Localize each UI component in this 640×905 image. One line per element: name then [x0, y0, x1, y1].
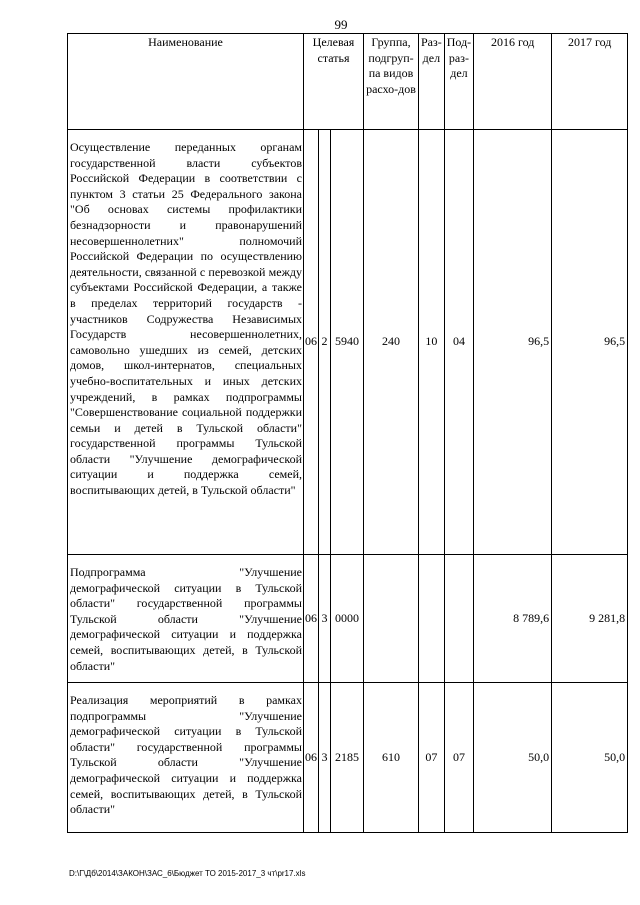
row-amount-2017: 96,5: [552, 130, 628, 555]
row-section: 07: [419, 683, 445, 833]
row-amount-2016: 50,0: [474, 683, 552, 833]
row-amount-2016: 8 789,6: [474, 555, 552, 683]
header-name: Наименование: [68, 34, 304, 130]
row-subsection: [444, 555, 473, 683]
header-year-2017: 2017 год: [552, 34, 628, 130]
row-section: [419, 555, 445, 683]
page-number: 99: [334, 17, 348, 32]
row-code-subprogram: 2: [319, 130, 331, 555]
header-section: Раз-дел: [419, 34, 445, 130]
file-path-footer: D:\Г\Дб\2014\ЗАКОН\ЗАС_6\Бюджет ТО 2015-2017_3 чт\pr17.xls: [69, 869, 306, 878]
row-code-direction: 0000: [331, 555, 364, 683]
budget-table: [67, 33, 628, 833]
row-code-direction: 2185: [331, 683, 364, 833]
row-code-program: 06: [304, 130, 319, 555]
row-subsection: 04: [444, 130, 473, 555]
row-section: 10: [419, 130, 445, 555]
row-group: [364, 555, 419, 683]
row-code-subprogram: 3: [319, 555, 331, 683]
row-subsection: 07: [444, 683, 473, 833]
header-group: Группа, подгруп-па видов расхо-дов: [364, 34, 419, 130]
row-code-subprogram: 3: [319, 683, 331, 833]
row-amount-2017: 50,0: [552, 683, 628, 833]
table-row: [68, 555, 628, 683]
row-amount-2016: 96,5: [474, 130, 552, 555]
row-group: 610: [364, 683, 419, 833]
table-row: [68, 130, 628, 555]
header-subsection: Под-раз-дел: [444, 34, 473, 130]
row-name: Реализация мероприятий в рамках подпрограммы "Улучшение демографической ситуации в Тульской области" государственной программы Тульской области "Улучшение демографической ситуации и поддержка семей, воспитывающих детей, в Тульской области": [68, 683, 304, 833]
header-year-2016: 2016 год: [474, 34, 552, 130]
table-row: [68, 683, 628, 833]
row-name: Осуществление переданных органам государственной власти субъектов Российской Федерации в соответствии с пунктом 3 статьи 25 Федерального закона "Об основах системы профилактики безнадзорности и правонарушений несовершеннолетних" полномочий Российской Федерации по осуществлению деятельности, связанной с перевозкой между субъектами Российской Федерации, а также в пределах территорий государств - участников Содружества Независимых Государств несовершеннолетних, самовольно ушедших из семей, детских домов, школ-интернатов, специальных учебно-воспитательных и иных детских учреждений, в рамках подпрограммы "Совершенствование социальной поддержки семьи и детей в Тульской области" государственной программы Тульской области "Улучшение демографической ситуации и поддержка семей, воспитывающих детей, в Тульской области": [68, 130, 304, 555]
row-name: Подпрограмма "Улучшение демографической ситуации в Тульской области" государственной программы Тульской области "Улучшение демографической ситуации и поддержка семей, воспитывающих детей, в Тульской области": [68, 555, 304, 683]
row-group: 240: [364, 130, 419, 555]
row-amount-2017: 9 281,8: [552, 555, 628, 683]
row-code-direction: 5940: [331, 130, 364, 555]
row-code-program: 06: [304, 683, 319, 833]
row-code-program: 06: [304, 555, 319, 683]
header-target-article: Целевая статья: [304, 34, 364, 130]
table-header-row: [68, 34, 628, 130]
